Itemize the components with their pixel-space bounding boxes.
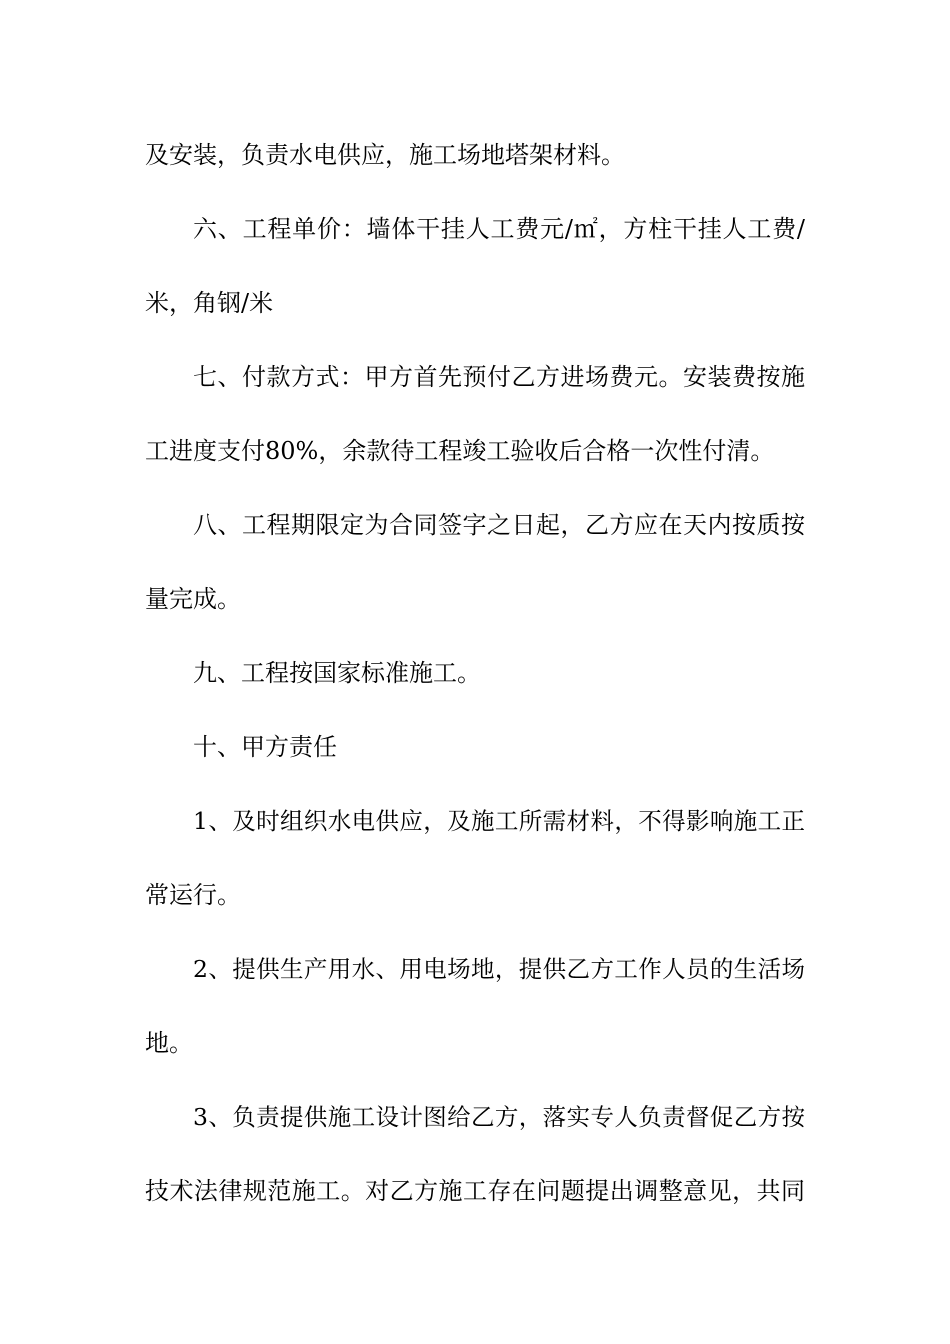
text-line: 1、及时组织水电供应，及施工所需材料，不得影响施工正 bbox=[193, 807, 805, 835]
text-line: 九、工程按国家标准施工。 bbox=[193, 659, 481, 687]
text-line: 米，角钢/米 bbox=[145, 289, 274, 317]
document-body bbox=[145, 118, 805, 1228]
text-line: 量完成。 bbox=[145, 585, 241, 613]
text-line: 2、提供生产用水、用电场地，提供乙方工作人员的生活场 bbox=[193, 955, 805, 983]
text-line: 技术法律规范施工。对乙方施工存在问题提出调整意见，共同 bbox=[145, 1177, 805, 1205]
text-line: 及安装，负责水电供应，施工场地塔架材料。 bbox=[145, 141, 625, 169]
text-line: 工进度支付80%，余款待工程竣工验收后合格一次性付清。 bbox=[145, 437, 775, 465]
text-line: 地。 bbox=[145, 1029, 193, 1057]
text-line: 十、甲方责任 bbox=[193, 733, 337, 761]
text-line: 七、付款方式：甲方首先预付乙方进场费元。安装费按施 bbox=[193, 363, 805, 391]
text-line: 八、工程期限定为合同签字之日起，乙方应在天内按质按 bbox=[193, 511, 805, 539]
text-line: 3、负责提供施工设计图给乙方，落实专人负责督促乙方按 bbox=[193, 1103, 805, 1131]
text-line: 六、工程单价：墙体干挂人工费元/㎡，方柱干挂人工费/ bbox=[193, 215, 805, 243]
text-line: 常运行。 bbox=[145, 881, 241, 909]
